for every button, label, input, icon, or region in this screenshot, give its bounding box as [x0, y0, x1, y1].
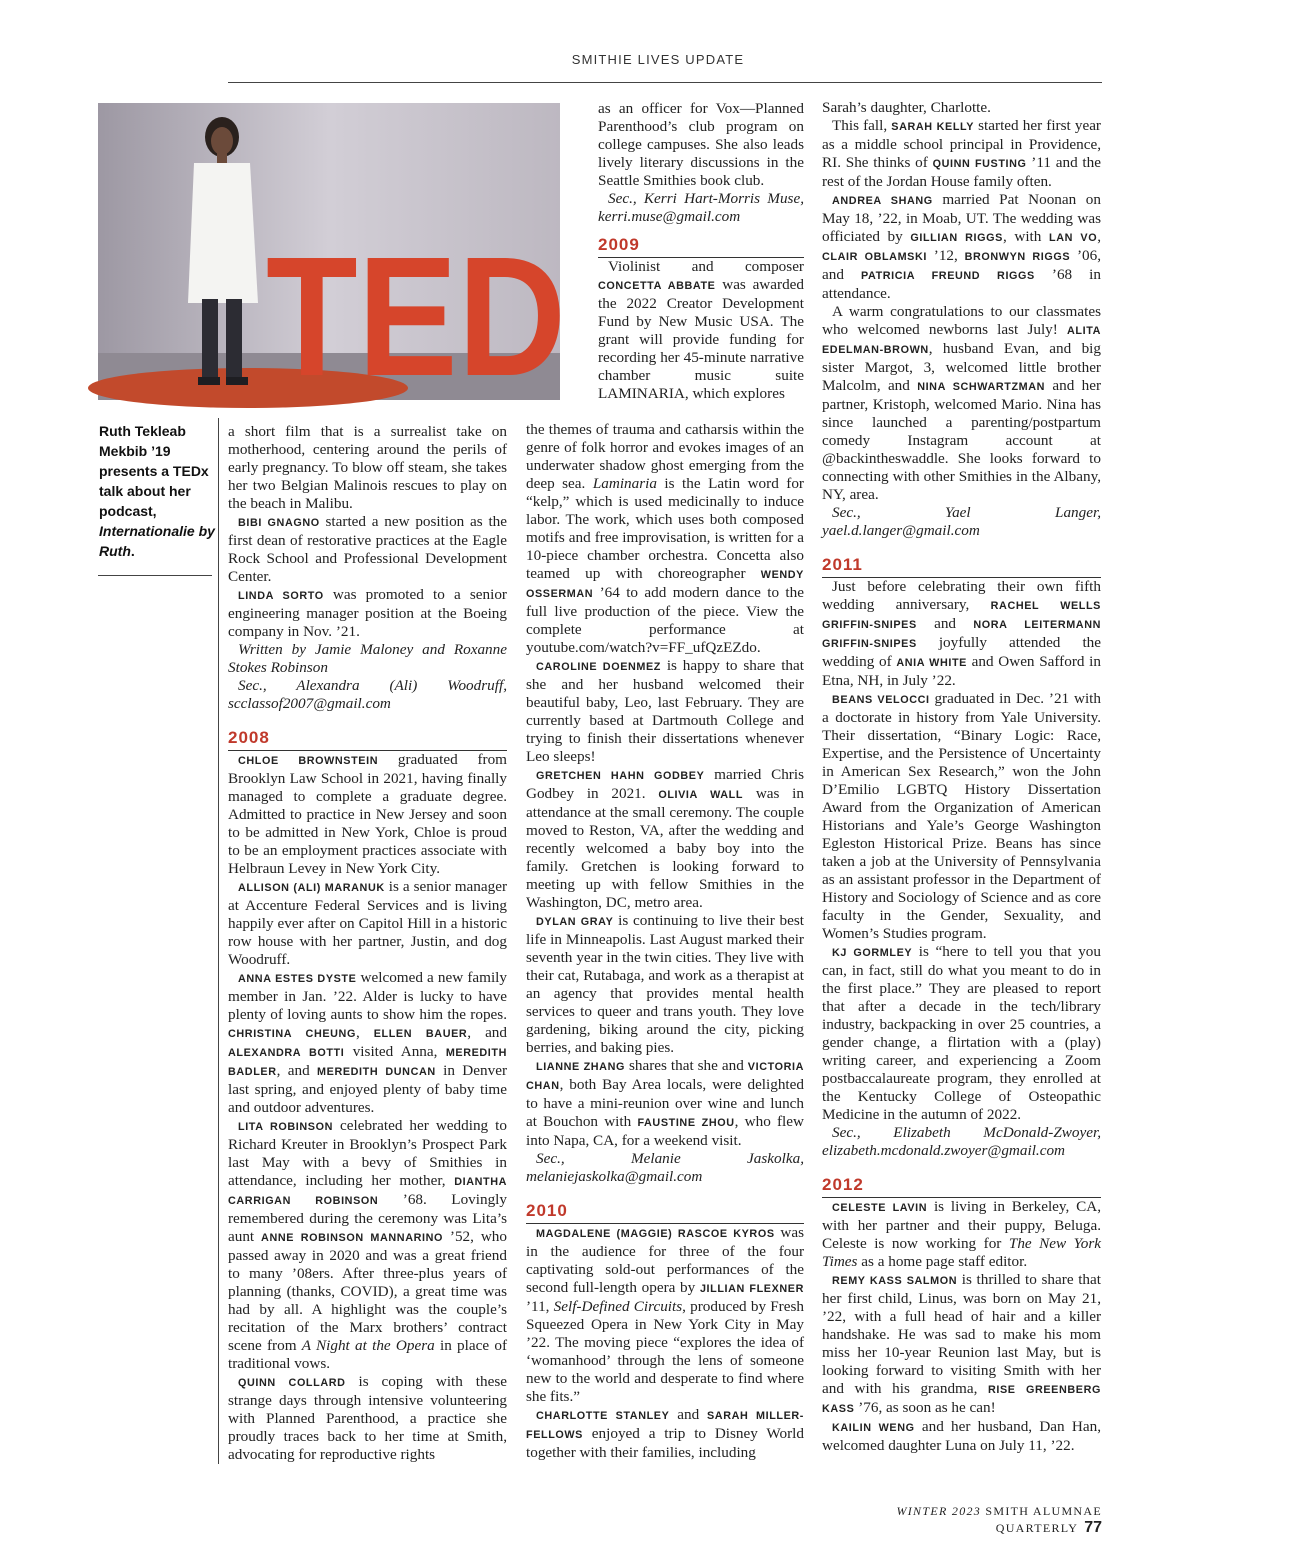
name-wendy: WENDY OSSERMAN — [526, 569, 804, 600]
name-beans: BEANS VELOCCI — [832, 694, 930, 706]
entry-text: is happy to share that she and her husband welcomed their beautiful baby, Leo, last February. They are currently based at Dartmouth College and trying to finish their dissertations whenever Leo sleeps! — [526, 657, 804, 765]
column-3 — [822, 99, 1101, 1455]
entry-text: graduated from Brooklyn Law School in 2021, having finally managed to complete a graduate degree. Admitted to practice in New Jersey and soon to be admitted in New York, Chloe is proud to be an employment practices associate with Helbraun Levey in New York City. — [228, 751, 507, 877]
name-dylan: DYLAN GRAY — [536, 916, 614, 928]
entry-linda — [228, 586, 507, 641]
name-andrea: ANDREA SHANG — [832, 195, 933, 207]
name-quinn-fusting: QUINN FUSTING — [932, 158, 1027, 170]
name-quinn: QUINN COLLARD — [238, 1377, 346, 1389]
entry-text: Violinist and composer — [608, 258, 804, 275]
entry-text: is living in Berkeley, CA, with her partner and their puppy, Beluga. Celeste is now working for — [822, 1198, 1101, 1252]
entry-lianne — [526, 1057, 804, 1150]
opera-title: Self-Defined Circuits — [553, 1298, 683, 1315]
entry-text: ’76, as soon as he can! — [854, 1399, 996, 1416]
entry-text: is thrilled to share that her first child, Linus, was born on May 21, ’22, with a full head of hair and a killer handshake. He was sad to make his mom miss her 10-year Reunion last May, but is looking forward to visiting Smith with her and with his grandma, — [822, 1271, 1101, 1397]
name-anne: ANNE ROBINSON MANNARINO — [261, 1232, 443, 1244]
name-remy: REMY KASS SALMON — [832, 1275, 958, 1287]
entry-text: is continuing to live their best life in Minneapolis. Last August marked their seventh year in the twin cities. They live with their cat, Rutabaga, and work as a therapist at an agency that provides mental health services to queer and trans youth. They love gardening, biking around the city, picking berries, and baking pies. — [526, 912, 804, 1056]
entry-text: and Owen Safford in Etna, NH, in July ’22. — [822, 653, 1101, 689]
entry-concetta-cont — [526, 421, 804, 657]
entry-magdalene — [526, 1224, 804, 1406]
entry-text: ’64 to add modern dance to the full live production of the piece. View the complete performance at youtube.com/watch?v=FF_ufQzEZdo. — [526, 584, 804, 656]
year-heading-2011: 2011 — [822, 554, 1101, 578]
column-2 — [526, 421, 804, 1462]
class-secretary: Sec., Elizabeth McDonald-Zwoyer, elizabeth.mcdonald.zwoyer@gmail.com — [822, 1124, 1101, 1159]
entry-sarah-kelly — [822, 117, 1101, 191]
name-linda: LINDA SORTO — [238, 590, 324, 602]
entry-text: in place of traditional vows. — [228, 1337, 508, 1372]
class-secretary: Sec., Melanie Jaskolka, melaniejaskolka@gmail.com — [526, 1150, 804, 1185]
entry-text: visited Anna, — [344, 1043, 446, 1060]
name-allison: ALLISON (ALI) MARANUK — [238, 882, 385, 894]
entry-text: welcomed a new family member in Jan. ’22. Alder is lucky to have plenty of loving aunts to show him the ropes. — [228, 969, 507, 1023]
separator: , — [355, 1024, 374, 1041]
entry-text: and — [916, 615, 974, 632]
name-alexandra: ALEXANDRA BOTTI — [228, 1047, 345, 1059]
column-1 — [228, 423, 507, 1464]
year-heading-2008: 2008 — [228, 727, 507, 751]
name-lan: LAN VO — [1049, 232, 1098, 244]
ted-letters: TED — [266, 222, 566, 412]
entry-text: ’68. Lovingly remembered during the ceremony was Lita’s aunt — [228, 1191, 507, 1245]
name-meredith-badler: MEREDITH BADLER — [228, 1047, 507, 1078]
tedx-photo — [98, 103, 566, 412]
entry-text: in Denver last spring, and enjoyed plenty of baby time and outdoor adventures. — [228, 1062, 508, 1116]
publication-name: SMITH ALUMNAE QUARTERLY — [985, 1504, 1102, 1535]
entry-congrats — [822, 303, 1101, 504]
class-secretary: Sec., Alexandra (Ali) Woodruff, scclassof2007@gmail.com — [228, 677, 507, 712]
entry-text: is the Latin word for “kelp,” which is used medicinally to induce labor. The work, which uses both composed motifs and free improvisation, is written for a 10-piece chamber orchestra. Concetta also teamed up with choreographer — [526, 475, 804, 582]
name-olivia: OLIVIA WALL — [658, 789, 744, 801]
section-header: SMITHIE LIVES UPDATE — [571, 52, 745, 67]
caption-podcast-title: Internationalie by Ruth — [99, 523, 215, 559]
nyt-title: The New York Times — [822, 1235, 1101, 1270]
entry-caroline — [526, 657, 804, 766]
entry-celeste — [822, 1198, 1101, 1271]
entry-text: , husband Evan, and big sister Margot, 3, welcomed little brother Malcolm, and — [822, 340, 1101, 394]
entry-text: joyfully attended the wedding of — [822, 634, 1101, 670]
entry-text: and her partner, Kristoph, welcomed Mario. Nina has since launched a parenting/postpartum comedy Instagram account at @backintheswaddle. She looks forward to connecting with other Smithies in the Albany, NY, area. — [822, 377, 1102, 503]
name-rachel: RACHEL WELLS GRIFFIN-SNIPES — [822, 600, 1101, 631]
name-ania: ANIA WHITE — [896, 657, 967, 669]
class-secretary: Sec., Kerri Hart-Morris Muse, kerri.muse@gmail.com — [598, 190, 804, 225]
paragraph-film: a short film that is a surrealist take on motherhood, centering around the perils of early pregnancy. To blow off steam, she takes her two Belgian Malinois rescues to play on the beach in Malibu. — [228, 423, 507, 512]
entry-text: , who flew into Napa, CA, for a weekend visit. — [526, 1113, 804, 1149]
entry-text: started her first year as a middle school principal in Providence, RI. She thinks of — [822, 117, 1101, 171]
name-lianne: LIANNE ZHANG — [536, 1061, 625, 1073]
entry-text: This fall, — [832, 117, 892, 134]
entry-quinn — [228, 1373, 507, 1464]
name-meredith-duncan: MEREDITH DUNCAN — [317, 1066, 436, 1078]
entry-remy — [822, 1271, 1101, 1418]
header-rule — [228, 82, 1102, 83]
column-2-top — [598, 100, 804, 403]
entry-text: A warm congratulations to our classmates who welcomed newborns last July! — [822, 303, 1101, 338]
entry-anna — [228, 969, 507, 1117]
caption-period: . — [130, 543, 135, 559]
entry-text: started a new position as the first dean of restorative practices at the Eagle Rock School and Professional Development Center. — [228, 513, 507, 585]
laminaria-title: Laminaria — [592, 475, 657, 492]
name-bronwyn: BRONWYN RIGGS — [964, 251, 1071, 263]
entry-text: , with — [1002, 228, 1049, 245]
name-clair: CLAIR OBLAMSKI — [822, 251, 927, 263]
entry-kailin — [822, 1418, 1101, 1455]
name-bibi: BIBI GNAGNO — [238, 517, 320, 529]
separator: , and — [276, 1062, 318, 1079]
entry-text: and her husband, Dan Han, welcomed daughter Luna on July 11, ’22. — [822, 1418, 1101, 1454]
name-ellen: ELLEN BAUER — [373, 1028, 468, 1040]
entry-concetta — [598, 258, 804, 403]
photo-caption — [99, 421, 217, 561]
name-concetta: CONCETTA ABBATE — [598, 280, 716, 292]
name-sarah-kelly: SARAH KELLY — [891, 121, 975, 133]
name-jillian: JILLIAN FLEXNER — [699, 1283, 804, 1295]
entry-charlotte — [526, 1406, 804, 1462]
issue-date: WINTER 2023 — [896, 1504, 982, 1518]
written-by: Written by Jamie Maloney and Roxanne Stokes Robinson — [228, 641, 507, 676]
entry-text: was awarded the 2022 Creator Development Fund by New Music USA. The grant will provide funding for recording her 45-minute narrative chamber music suite LAMINARIA, which explores — [598, 276, 805, 402]
name-kj: KJ GORMLEY — [832, 947, 913, 959]
name-chloe: CHLOE BROWNSTEIN — [238, 755, 379, 767]
name-charlotte: CHARLOTTE STANLEY — [536, 1410, 670, 1422]
caption-text: Ruth Tekleab Mekbib ’19 presents a TEDx talk about her podcast, — [99, 423, 209, 519]
entry-text: as a home page staff editor. — [857, 1253, 1028, 1270]
paragraph-sarah-daughter: Sarah’s daughter, Charlotte. — [822, 99, 991, 116]
year-heading-2009: 2009 — [598, 234, 804, 258]
column-rule — [218, 418, 219, 1464]
entry-text: the themes of trauma and catharsis within the genre of folk horror and evokes images of an underwater shadow ghost emerging from the deep sea. — [526, 421, 804, 492]
entry-text: , both Bay Area locals, were delighted to have a mini-reunion over wine and lunch at Bouchon with — [526, 1076, 804, 1130]
entry-text: , produced by Fresh Squeezed Opera in New York City in May ’22. The moving piece “explores the idea of ‘womanhood’ through the lens of someone new to the world and desperate to find where she fits.” — [526, 1298, 804, 1405]
name-faustine: FAUSTINE ZHOU — [637, 1117, 735, 1129]
separator: , — [1097, 228, 1102, 245]
entry-text: ’06, and — [822, 247, 1102, 283]
name-anna: ANNA ESTES DYSTE — [238, 973, 357, 985]
entry-kj — [822, 943, 1101, 1124]
entry-text: ’52, who passed away in 2020 and was a great friend to many ’08ers. After three-plus years of planning (thanks, COVID), a great time was had by all. A highlight was the couple’s recitation of the Marx brothers’ contract scene from — [228, 1228, 507, 1354]
name-patricia: PATRICIA FREUND RIGGS — [860, 270, 1035, 282]
entry-bibi — [228, 513, 507, 586]
entry-text: celebrated her wedding to Richard Kreuter in Brooklyn’s Prospect Park last May with a bevy of Smithies in attendance, including her mother, — [228, 1117, 507, 1189]
entry-text: is a senior manager at Accenture Federal Services and is living happily ever after on Capitol Hill in a historic row house with her partner, Justin, and dog Woodruff. — [228, 878, 507, 968]
name-lita: LITA ROBINSON — [238, 1121, 333, 1133]
entry-text: graduated in Dec. ’21 with a doctorate in history from Yale University. Their dissertation, “Binary Logic: Race, Expertise, and the Persistence of Uncertainty in American Sex Research,” won the John D’Emilio LGBTQ History Dissertation Award from the Organization of American Historians and Yale’s George Washington Egleston Historical Prize. Beans has since taken a job at the University of Pennsylvania as an assistant professor in the Department of History and Sociology of Science and as core faculty in the Gender, Sexuality, and Women’s Studies program. — [822, 690, 1101, 942]
name-celeste: CELESTE LAVIN — [832, 1202, 928, 1214]
entry-text: married Chris Godbey in 2021. — [526, 766, 804, 802]
name-gretchen: GRETCHEN HAHN GODBEY — [536, 770, 705, 782]
name-kailin: KAILIN WENG — [832, 1422, 915, 1434]
entry-text: ’11 and the rest of the Jordan House family often. — [822, 154, 1101, 190]
entry-lita — [228, 1117, 507, 1373]
entry-text: is coping with these strange days through intensive volunteering with Planned Parenthood, a practice she proudly traces back to her time at Smith, advocating for reproductive rights — [228, 1373, 508, 1463]
entry-text: was in the audience for three of the four captivating sold-out performances of the second full-length opera by — [526, 1224, 804, 1296]
entry-allison — [228, 878, 507, 969]
name-nina: NINA SCHWARTZMAN — [917, 381, 1046, 393]
name-rise: RISE GREENBERG KASS — [822, 1384, 1101, 1415]
name-christina: CHRISTINA CHEUNG — [228, 1028, 356, 1040]
class-secretary: Sec., Yael Langer, yael.d.langer@gmail.com — [822, 504, 1101, 539]
name-alita: ALITA EDELMAN-BROWN — [822, 325, 1101, 356]
entry-text: enjoyed a trip to Disney World together with their families, including — [526, 1425, 804, 1461]
entry-text: married Pat Noonan on May 18, ’22, in Moab, UT. The wedding was officiated by — [822, 191, 1101, 245]
entry-gretchen — [526, 766, 804, 912]
entry-text: ’68 in attendance. — [822, 266, 1101, 302]
name-victoria: VICTORIA CHAN — [526, 1061, 804, 1092]
name-nora: NORA LEITERMANN GRIFFIN-SNIPES — [822, 619, 1101, 650]
entry-text: shares that she and — [624, 1057, 748, 1074]
entry-rachel — [822, 578, 1101, 690]
year-heading-2012: 2012 — [822, 1174, 1101, 1198]
year-heading-2010: 2010 — [526, 1200, 804, 1224]
caption-rule — [98, 575, 212, 576]
page-footer — [790, 1504, 1102, 1537]
entry-beans — [822, 690, 1101, 943]
entry-text: Just before celebrating their own fifth wedding anniversary, — [822, 578, 1101, 613]
entry-andrea — [822, 191, 1101, 303]
name-sarah-miller: SARAH MILLER-FELLOWS — [526, 1410, 804, 1441]
entry-text: was in attendance at the small ceremony. The couple moved to Reston, VA, after the wedding and recently welcomed a baby boy into the family. Gretchen is looking forward to meeting up with fellow Smithies in the Washington, DC, metro area. — [526, 785, 804, 911]
page-number: 77 — [1084, 1519, 1102, 1536]
entry-text: was promoted to a senior engineering manager position at the Boeing company in Nov. ’21. — [228, 586, 507, 640]
tedx-stage-illustration — [98, 103, 566, 412]
separator: , and — [467, 1024, 507, 1041]
entry-text: is “here to tell you that you can, in fact, still do what you meant to do in the first place.” They are pleased to report that after a decade in the tech/library industry, backpacking in over 25 countries, a gender change, a flirtation with a (play) writing career, and experiencing a Zoom postbaccalaureate program, they enrolled at the Kentucky College of Osteopathic Medicine in the autumn of 2022. — [822, 943, 1101, 1123]
name-magdalene: MAGDALENE (MAGGIE) RASCOE KYROS — [536, 1228, 775, 1240]
entry-chloe — [228, 751, 507, 878]
entry-text: ’12, — [926, 247, 965, 264]
film-title: A Night at the Opera — [301, 1337, 435, 1354]
name-diantha: DIANTHA CARRIGAN ROBINSON — [228, 1176, 507, 1207]
name-gillian: GILLIAN RIGGS — [910, 232, 1003, 244]
name-caroline: CAROLINE DOENMEZ — [536, 661, 661, 673]
entry-text: ’11, — [526, 1298, 554, 1315]
entry-dylan — [526, 912, 804, 1057]
paragraph-vox: as an officer for Vox—Planned Parenthood’s club program on college campuses. She also leads lively literary discussions in the Seattle Smithies book club. — [598, 100, 804, 189]
entry-text: and — [669, 1406, 707, 1423]
